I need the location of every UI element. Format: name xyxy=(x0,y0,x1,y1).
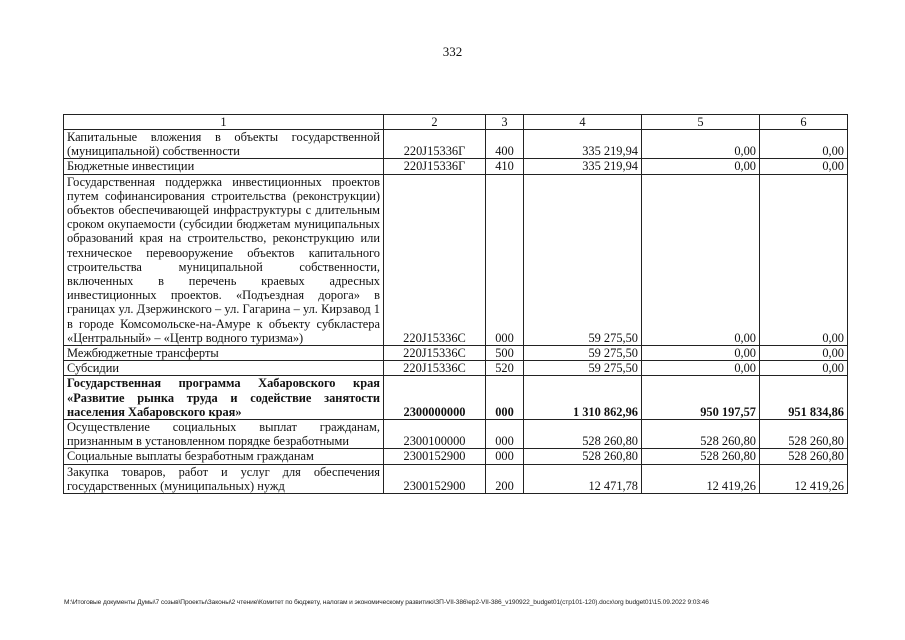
budget-table xyxy=(63,114,848,494)
row-expense-kind-cell: 410 xyxy=(486,159,524,174)
row-name-cell: Социальные выплаты безработным гражданам xyxy=(64,449,384,464)
row-amount-col6-cell: 951 834,86 xyxy=(760,376,848,420)
row-amount-col4-cell: 528 260,80 xyxy=(524,449,642,464)
row-expense-kind-cell: 000 xyxy=(486,376,524,420)
table-row xyxy=(64,464,848,493)
row-code-cell: 220J15336Г xyxy=(384,130,486,159)
table-row xyxy=(64,159,848,174)
row-amount-col4-cell: 1 310 862,96 xyxy=(524,376,642,420)
row-name-cell: Осуществление социальных выплат гражданам, признанным в установленном порядке безработными xyxy=(64,420,384,449)
row-expense-kind-cell: 000 xyxy=(486,420,524,449)
page-number: 332 xyxy=(442,44,463,59)
row-expense-kind-cell: 200 xyxy=(486,464,524,493)
row-code-cell: 2300100000 xyxy=(384,420,486,449)
row-amount-col6-cell: 528 260,80 xyxy=(760,420,848,449)
row-amount-col4-cell: 528 260,80 xyxy=(524,420,642,449)
row-expense-kind-cell: 000 xyxy=(486,174,524,345)
row-amount-col5-cell: 950 197,57 xyxy=(642,376,760,420)
row-expense-kind-cell: 000 xyxy=(486,449,524,464)
row-amount-col5-cell: 0,00 xyxy=(642,361,760,376)
table-row xyxy=(64,130,848,159)
row-code-cell: 220J15336С xyxy=(384,346,486,361)
row-amount-col5-cell: 528 260,80 xyxy=(642,420,760,449)
row-amount-col5-cell: 12 419,26 xyxy=(642,464,760,493)
row-code-cell: 220J15336Г xyxy=(384,159,486,174)
table-row xyxy=(64,174,848,345)
row-amount-col5-cell: 0,00 xyxy=(642,159,760,174)
row-code-cell: 2300000000 xyxy=(384,376,486,420)
row-expense-kind-cell: 500 xyxy=(486,346,524,361)
row-name-cell: Капитальные вложения в объекты государственной (муниципальной) собственности xyxy=(64,130,384,159)
table-row xyxy=(64,361,848,376)
column-header-4: 4 xyxy=(524,115,642,130)
column-header-1: 1 xyxy=(64,115,384,130)
row-amount-col5-cell: 0,00 xyxy=(642,346,760,361)
table-row xyxy=(64,376,848,420)
row-name-cell: Межбюджетные трансферты xyxy=(64,346,384,361)
row-amount-col4-cell: 59 275,50 xyxy=(524,361,642,376)
row-expense-kind-cell: 520 xyxy=(486,361,524,376)
row-code-cell: 2300152900 xyxy=(384,464,486,493)
column-header-5: 5 xyxy=(642,115,760,130)
row-amount-col4-cell: 335 219,94 xyxy=(524,159,642,174)
row-amount-col4-cell: 12 471,78 xyxy=(524,464,642,493)
row-amount-col6-cell: 0,00 xyxy=(760,130,848,159)
row-name-cell: Закупка товаров, работ и услуг для обеспечения государственных (муниципальных) нужд xyxy=(64,464,384,493)
row-name-cell: Государственная поддержка инвестиционных проектов путем софинансирования строительства (реконструкции) объектов обеспечивающей инфраструктуры с длительным сроком окупаемости (субсидии бюджетам муниципальных образований края на строительство, реконструкцию или техническое перевооружение объектов капитального строительства муниципальной собственности, включенных в перечень краевых адресных инвестиционных проектов. «Подъездная дорога» в границах ул. Дзержинского – ул. Гагарина – ул. Кирзавод 1 в городе Комсомольске-на-Амуре к объекту субкластера «Центральный» – «Центр водного туризма») xyxy=(64,174,384,345)
row-amount-col6-cell: 0,00 xyxy=(760,361,848,376)
row-amount-col6-cell: 12 419,26 xyxy=(760,464,848,493)
row-amount-col6-cell: 0,00 xyxy=(760,346,848,361)
table-row xyxy=(64,449,848,464)
row-code-cell: 2300152900 xyxy=(384,449,486,464)
row-amount-col5-cell: 0,00 xyxy=(642,174,760,345)
table-header-row xyxy=(64,115,848,130)
column-header-3: 3 xyxy=(486,115,524,130)
row-name-cell: Бюджетные инвестиции xyxy=(64,159,384,174)
row-amount-col5-cell: 528 260,80 xyxy=(642,449,760,464)
row-code-cell: 220J15336С xyxy=(384,174,486,345)
row-amount-col4-cell: 335 219,94 xyxy=(524,130,642,159)
column-header-2: 2 xyxy=(384,115,486,130)
row-amount-col6-cell: 528 260,80 xyxy=(760,449,848,464)
row-amount-col6-cell: 0,00 xyxy=(760,174,848,345)
document-path-footer: M:\Итоговые документы Думы\7 созыв\Проекты\Законы\2 чтение\Комитет по бюджету, налогам и экономическому развитию\ЗП-VII-386\ep2-VII-386_v190922_budget01(стр101-120).docx\org budget01\15.09.2022 9:03:46 xyxy=(64,599,709,606)
row-name-cell: Государственная программа Хабаровского края «Развитие рынка труда и содействие занятости населения Хабаровского края» xyxy=(64,376,384,420)
row-expense-kind-cell: 400 xyxy=(486,130,524,159)
row-amount-col6-cell: 0,00 xyxy=(760,159,848,174)
row-amount-col4-cell: 59 275,50 xyxy=(524,174,642,345)
table-row xyxy=(64,420,848,449)
row-amount-col4-cell: 59 275,50 xyxy=(524,346,642,361)
row-amount-col5-cell: 0,00 xyxy=(642,130,760,159)
row-name-cell: Субсидии xyxy=(64,361,384,376)
column-header-6: 6 xyxy=(760,115,848,130)
row-code-cell: 220J15336С xyxy=(384,361,486,376)
table-row xyxy=(64,346,848,361)
